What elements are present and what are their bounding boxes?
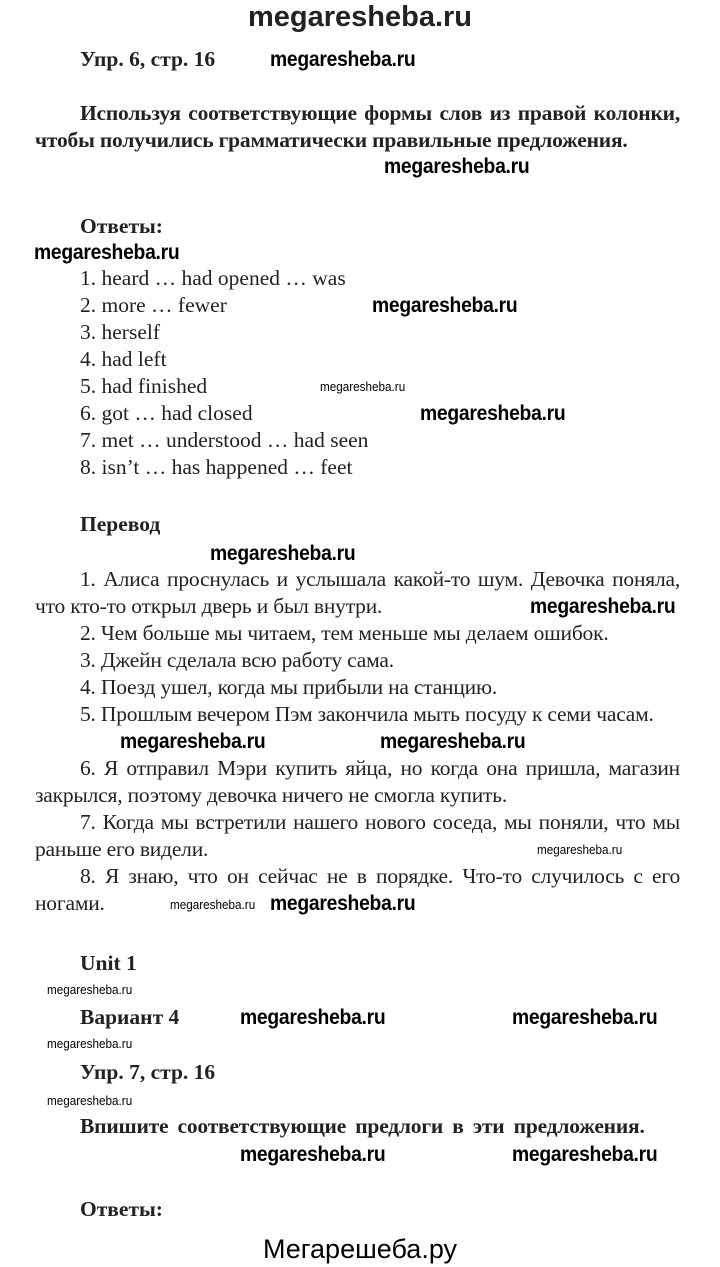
translation-item: 7. Когда мы встретили нашего нового соседа, мы поняли, что мы раньше его видели. (35, 810, 680, 861)
watermark: megaresheba.ru (210, 542, 356, 565)
site-header: megaresheba.ru (247, 1, 473, 33)
answers-label: Ответы: (80, 214, 163, 238)
answer-item: 8. isn’t … has happened … feet (80, 455, 353, 479)
translation-item: 6. Я отправил Мэри купить яйца, но когда она пришла, магазин закрылся, поэтому девочка ничего не смогла купить. (35, 756, 680, 807)
variant-heading: Вариант 4 (80, 1005, 180, 1029)
watermark: megaresheba.ru (170, 897, 256, 912)
answer-item: 6. got … had closed (80, 401, 253, 425)
watermark: megaresheba.ru (240, 1006, 386, 1029)
exercise-7-instruction: Впишите соответствующие предлоги в эти предложения. (80, 1114, 645, 1138)
watermark: megaresheba.ru (384, 155, 530, 178)
translation-item: 5. Прошлым вечером Пэм закончила мыть посуду к семи часам. (80, 702, 654, 726)
answer-item: 4. had left (80, 347, 167, 371)
exercise-7-answers-label: Ответы: (80, 1197, 163, 1221)
watermark: megaresheba.ru (372, 294, 518, 317)
watermark: megaresheba.ru (512, 1143, 658, 1166)
translation-item: 4. Поезд ушел, когда мы прибыли на станцию. (80, 675, 498, 699)
answer-item: 1. heard … had opened … was (80, 266, 346, 290)
watermark: megaresheba.ru (320, 379, 406, 394)
exercise-7-title: Упр. 7, стр. 16 (80, 1060, 216, 1084)
translation-item: 3. Джейн сделала всю работу сама. (80, 648, 394, 672)
watermark: megaresheba.ru (537, 842, 623, 857)
translation-item: 1. Алиса проснулась и услышала какой-то шум. Девочка поняла, что кто-то открыл дверь и был внутри. (35, 567, 680, 618)
watermark: megaresheba.ru (120, 730, 266, 753)
watermark: megaresheba.ru (420, 402, 566, 425)
watermark: megaresheba.ru (380, 730, 526, 753)
translation-label: Перевод (80, 512, 161, 536)
exercise-6-instruction: Используя соответствующие формы слов из правой колонки, чтобы получились грамматически правильные предложения. (35, 101, 680, 152)
watermark: megaresheba.ru (47, 1093, 133, 1108)
answers-list (80, 265, 368, 481)
unit-heading: Unit 1 (80, 951, 137, 975)
watermark: megaresheba.ru (240, 1143, 386, 1166)
watermark: megaresheba.ru (270, 48, 416, 71)
watermark: megaresheba.ru (47, 982, 133, 997)
watermark: megaresheba.ru (530, 595, 676, 618)
watermark: megaresheba.ru (34, 241, 180, 264)
answer-item: 5. had finished (80, 374, 208, 398)
watermark: megaresheba.ru (512, 1006, 658, 1029)
exercise-6-title: Упр. 6, стр. 16 (80, 47, 216, 71)
watermark: megaresheba.ru (270, 892, 416, 915)
answer-item: 2. more … fewer (80, 293, 227, 317)
translation-item: 2. Чем больше мы читаем, тем меньше мы делаем ошибок. (80, 621, 609, 645)
answer-item: 7. met … understood … had seen (80, 428, 369, 452)
site-footer: Мегарешеба.ру (262, 1234, 458, 1264)
answer-item: 3. herself (80, 320, 160, 344)
watermark: megaresheba.ru (47, 1036, 133, 1051)
translation-item: 8. Я знаю, что он сейчас не в порядке. Что-то случилось с его ногами. (35, 864, 680, 915)
